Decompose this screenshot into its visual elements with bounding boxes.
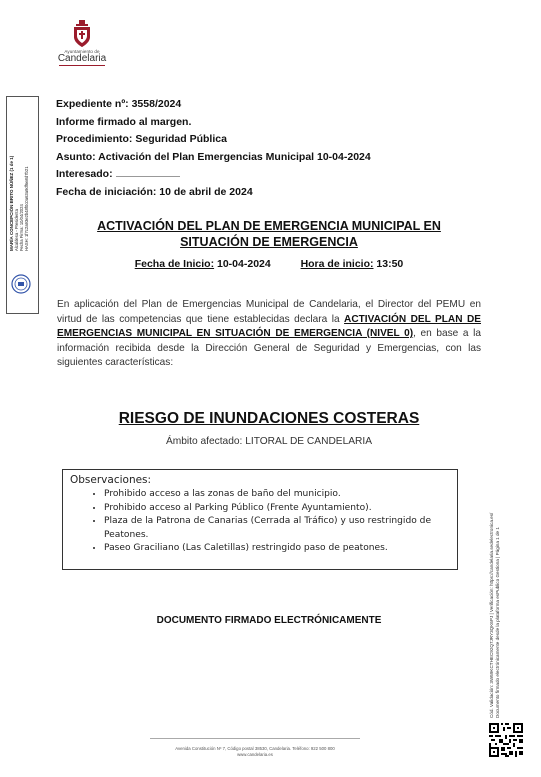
- informe: Informe firmado al margen.: [56, 115, 192, 128]
- title-line-2: SITUACIÓN DE EMERGENCIA: [180, 235, 358, 249]
- signature-date: Fecha Firma: 10/04/2024: [19, 204, 24, 251]
- signer-role: Alcaldesa - Presidenta: [14, 209, 19, 251]
- document-title: [60, 218, 478, 250]
- observations-heading: Observaciones:: [70, 474, 152, 486]
- start-dates: [60, 258, 478, 270]
- fecha-iniciacion: Fecha de iniciación: 10 de abril de 2024: [56, 185, 253, 198]
- title-line-1: ACTIVACIÓN DEL PLAN DE EMERGENCIA MUNICIPAL EN: [97, 219, 441, 233]
- signature-hash: HASH: 1f7c2a93e2b48f0c0a63a9df6e8d7b21: [24, 166, 29, 251]
- procedimiento: Procedimiento: Seguridad Pública: [56, 133, 227, 145]
- list-item: • Paseo Graciliano (Las Caletillas) restringido paso de peatones.: [104, 542, 450, 556]
- paragraph-after: , en base a la información recibida desde la Dirección General de Seguridad y Emergencias, con las siguientes características:: [57, 328, 481, 368]
- interesado: [56, 166, 371, 184]
- start-time-label: Hora de inicio:: [300, 258, 374, 270]
- org-label: Ayuntamiento de: [64, 49, 100, 54]
- csv-line-2: Documento firmado electrónicamente desde la plataforma esPublico Gestiona | Página 1 de 1: [495, 527, 500, 718]
- interesado-label: Interesado:: [56, 168, 113, 180]
- start-date-value: 10-04-2024: [217, 258, 271, 270]
- signature-text: [9, 101, 35, 251]
- signed-notice: DOCUMENTO FIRMADO ELECTRÓNICAMENTE: [156, 615, 382, 626]
- affected-scope: Ámbito afectado: LITORAL DE CANDELARIA: [165, 436, 373, 447]
- start-date-label: Fecha de Inicio:: [134, 258, 215, 270]
- asunto: Asunto: Activación del Plan Emergencias Municipal 10-04-2024: [56, 150, 371, 163]
- risk-title: RIESGO DE INUNDACIONES COSTERAS: [118, 410, 420, 427]
- csv-line-1: Cód. Validación: 3W69KCTHEC92Q7JRY3QK6PJ | Verificación: https://candelaria.sedelectronica.es/: [489, 512, 494, 718]
- logo-underline: [59, 65, 105, 66]
- declaration-paragraph: [57, 298, 481, 371]
- municipal-logo: [52, 20, 112, 66]
- file-metadata: [56, 96, 371, 201]
- list-item: • Plaza de la Patrona de Canarias (Cerrada al Tráfico) y uso restringido de Peatones.: [104, 515, 450, 542]
- paragraph-highlight: ACTIVACIÓN DEL PLAN DE EMERGENCIAS MUNICIPAL EN SITUACIÓN DE EMERGENCIA (NIVEL 0): [57, 313, 481, 339]
- paragraph-before: En aplicación del Plan de Emergencias Municipal de Candelaria, el Director del PEMU en virtud de las competencias que tiene establecidas declara la: [57, 299, 481, 325]
- observations-list: [70, 488, 450, 556]
- signer-name: MARÍA CONCEPCIÓN BRITO NÚÑEZ (1 de 1): [9, 155, 14, 251]
- list-item: • Prohibido acceso al Parking Público (Frente Ayuntamiento).: [104, 502, 450, 516]
- footer-web: www.candelaria.es: [237, 752, 273, 757]
- coat-of-arms-icon: [71, 20, 93, 48]
- seal-icon: [11, 274, 31, 294]
- observations-box: [62, 469, 458, 570]
- list-item: • Prohibido acceso a las zonas de baño del municipio.: [104, 488, 450, 502]
- start-time-value: 13:50: [376, 258, 404, 270]
- interesado-blank: [116, 167, 180, 177]
- org-name: Candelaria: [57, 53, 107, 64]
- verification-text: [489, 482, 525, 718]
- expediente: Expediente nº: 3558/2024: [56, 98, 182, 110]
- qr-code-icon: [489, 723, 523, 757]
- page-footer: [150, 738, 360, 758]
- footer-address: Avenida Constitución Nº 7, Código postal 38530, Candelaria. Teléfono: 922 500 800: [175, 746, 335, 751]
